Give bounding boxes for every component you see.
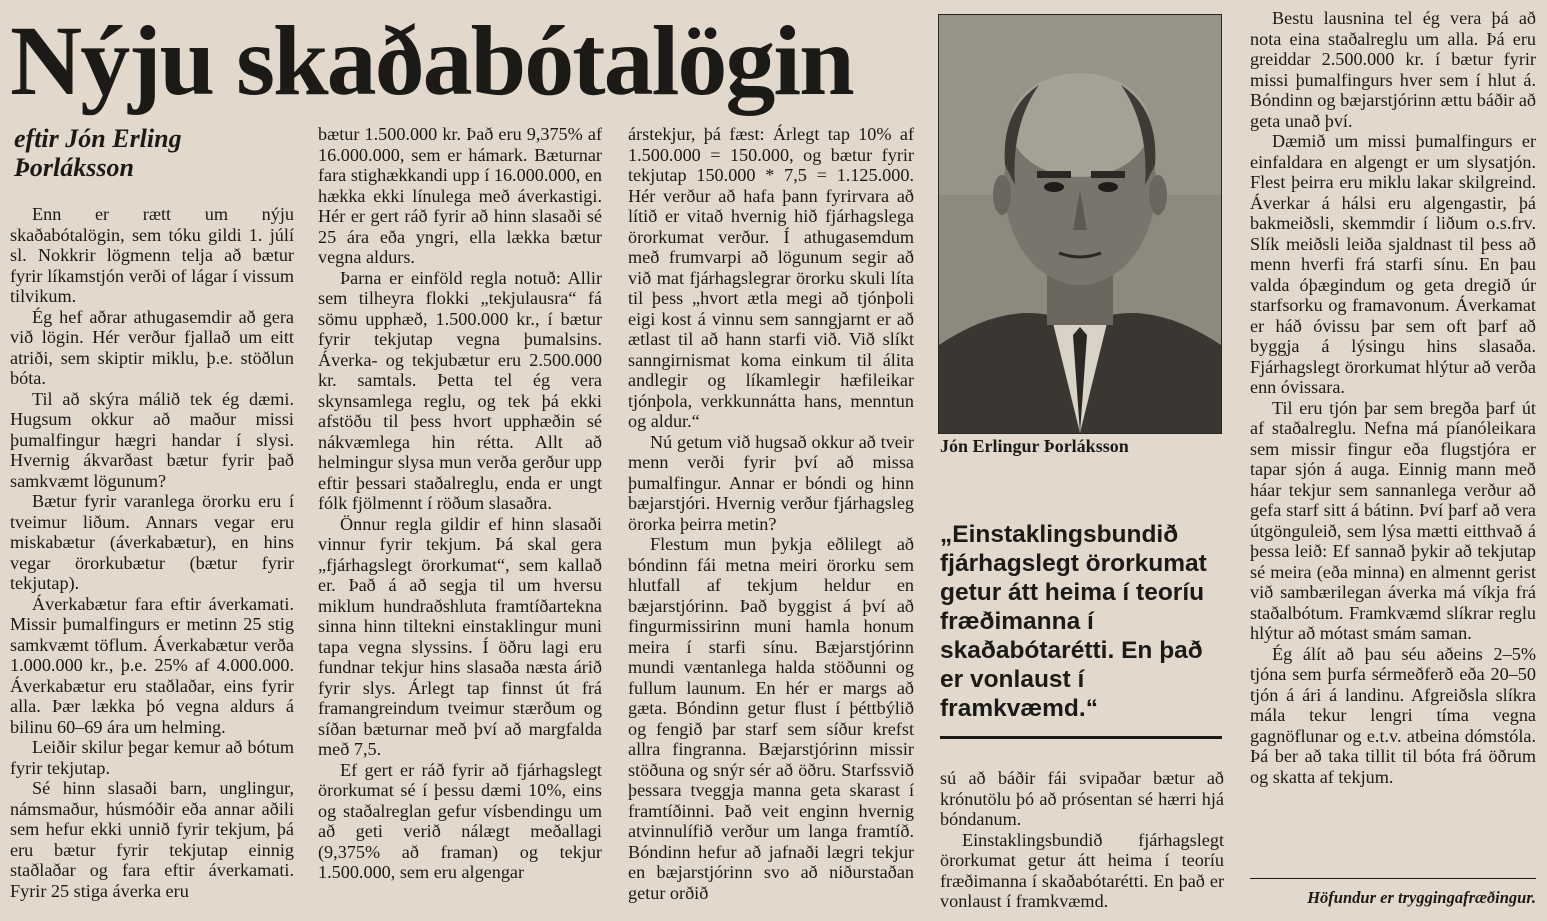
paragraph: Nú getum við hugsað okkur að tveir menn verði fyrir því að missa þumalfingur. Annar er bóndi og hinn bæjarstjóri. Hvernig verður fjárhagsleg örorka þeirra metin? (628, 431, 914, 534)
paragraph: Flestum mun þykja eðlilegt að bóndinn fái metna meiri örorku sem hlutfall af tekjum heldur en bæjarstjórinn. Það byggist á því að fingurmissirinn muni hamla honum meira í starfi sínu. Bæjarstjórinn mundi væntanlega halda stöðunni og fullum launum. En hér er margs að gæta. Bóndinn getur flust í þéttbýlið og fengið þar starf sem síður krefst allra fingranna. Bæjarstjórinn missir stöðuna og snýr sér að öðru. Starfssvið þessara tveggja manna geta skarast í framtíðinni. Það veit enginn hvernig atvinnulífið verður um langa framtíð. Bóndinn hefur að jafnaði lægri tekjur en bæjarstjórinn svo að niðurstaðan getur orðið (628, 534, 914, 903)
paragraph: sú að báðir fái svipaðar bætur að krónutölu þó að prósentan sé hærri hjá bóndanum. (940, 768, 1224, 829)
article-column-3 (628, 124, 914, 903)
headline: Nýju skaðabótalögin (10, 5, 853, 116)
author-footnote: Höfundur er tryggingafræðingur. (1307, 888, 1536, 907)
paragraph: Þarna er einföld regla notuð: Allir sem tilheyra flokki „tekjulausra“ fá sömu upphæð, 1.500.000 kr., í bætur fyrir tekjutap vegna þumalsins. Áverka- og tekjubætur eru 2.500.000 kr. samtals. Þetta tel ég vera skynsamlega reglu, og tek þá ekki afstöðu til þess hvort upphæðin sé nákvæmlega hin rétta. Allt að helmingur slysa mun verða gerður upp eftir þessari staðalreglu, enda er ungt fólk fjölmennt í röðum slasaðra. (318, 267, 602, 513)
article-column-2 (318, 124, 602, 883)
paragraph: bætur 1.500.000 kr. Það eru 9,375% af 16.000.000, sem er hámark. Bæturnar fara stighækkandi upp í 16.000.000, en hækka ekki línulega með áverkastigi. Hér er gert ráð fyrir að hinn slasaði sé 25 ára eða yngri, ella lækka bætur vegna aldurs. (318, 124, 602, 267)
pull-quote: „Einstaklingsbundið fjárhagslegt örorkumat getur átt heima í teoríu fræðimanna í skaðabótarétti. En það er vonlaust í framkvæmd.“ (940, 521, 1207, 722)
paragraph: árstekjur, þá fæst: Árlegt tap 10% af 1.500.000 = 150.000, og bætur fyrir tekjutap 150.000 * 7,5 = 1.125.000. Hér verður að hafa þann fyrirvara að lítið er vitað hvernig hið fjárhagslega örorkumat verður. Í athugasemdum með frumvarpi að lögunum segir að við mat fjárhagslegrar örorku skuli líta til þess „hvort ætla megi að tjónþoli eigi kost á vinnu sem sanngjarnt er að ætlast til að hann starfi við. Við slíkt sanngirnismat koma einkum til álita andlegir og líkamlegir hæfileikar tjónþola, verkkunnátta hans, menntun og aldur.“ (628, 124, 914, 431)
paragraph: Önnur regla gildir ef hinn slasaði vinnur fyrir tekjum. Þá skal gera „fjárhagslegt örorkumat“, sem kallað er. Það á að segja til um hversu miklum hundraðshluta framtíðartekna sinna hinn tiltekni einstaklingur muni tapa vegna slyssins. Í öðru lagi eru fundnar tekjur hins slasaða næsta árið fyrir slys. Árlegt tap finnst út frá framangreindum tveimur stærðum og síðan bæturnar með því að margfalda með 7,5. (318, 513, 602, 759)
author-photo (938, 14, 1222, 434)
article-column-1 (10, 204, 294, 901)
paragraph: Enn er rætt um nýju skaðabótalögin, sem tóku gildi 1. júlí sl. Nokkrir lögmenn telja að bætur fyrir líkamstjón verði of lágar í vissum tilvikum. (10, 204, 294, 306)
article-column-5 (1250, 8, 1536, 787)
paragraph: Einstaklingsbundið fjárhagslegt örorkumat getur átt heima í teoríu fræðimanna í skaðabótarétti. En það er vonlaust í framkvæmd. (940, 829, 1224, 911)
paragraph: Til eru tjón þar sem bregða þarf út af staðalreglu. Nefna má píanóleikara sem missir fingur eða flugstjóra er tapar sjón á auga. Einnig mann með háar tekjur sem sannanlega verður að gefa starf sitt á bátinn. Því þarf að vera útgönguleið, sem lýsa mætti eitthvað á þessa leið: Ef sannað þykir að tekjutap sé meira (eða minna) en almennt gerist við sambærilegan áverka má víkja frá staðalbótum. Framkvæmd slíkrar reglu hlýtur að mótast smám saman. (1250, 397, 1536, 643)
paragraph: Bestu lausnina tel ég vera þá að nota eina staðalreglu um alla. Þá eru greiddar 2.500.000 kr. í bætur fyrir missi þumalfingurs hver sem í hlut á. Bóndinn og bæjarstjórinn ættu báðir að geta unað því. (1250, 8, 1536, 131)
portrait-image (939, 15, 1221, 433)
byline: eftir Jón Erling Þorláksson (14, 124, 182, 182)
paragraph: Ég hef aðrar athugasemdir að gera við lögin. Hér verður fjallað um eitt atriði, sem skiptir miklu, þ.e. stöðlun bóta. (10, 306, 294, 388)
paragraph: Áverkabætur fara eftir áverkamati. Missir þumalfingurs er metinn 25 stig samkvæmt töflum. Áverkabætur verða 1.000.000 kr., þ.e. 25% af 4.000.000. Áverkabætur eru staðlaðar, eins fyrir alla. Þær lækka þó vegna aldurs á bilinu 60–69 ára um helming. (10, 593, 294, 737)
photo-caption: Jón Erlingur Þorláksson (940, 436, 1129, 456)
paragraph: Bætur fyrir varanlega örorku eru í tveimur liðum. Annars vegar eru miskabætur (áverkabætur), en hins vegar örorkubætur (bætur fyrir tekjutap). (10, 491, 294, 593)
paragraph: Leiðir skilur þegar kemur að bótum fyrir tekjutap. (10, 737, 294, 778)
paragraph: Ég álít að þau séu aðeins 2–5% tjóna sem þurfa sérmeðferð eða 20–50 tjón á ári á landinu. Afgreiðsla slíkra mála tekur lengri tíma vegna gagnöflunar og e.t.v. atbeina dómstóla. Þá ber að taka tillit til bóta frá öðrum og skatta af tekjum. (1250, 643, 1536, 787)
paragraph: Sé hinn slasaði barn, unglingur, námsmaður, húsmóðir eða annar aðili sem hefur ekki unnið fyrir tekjum, þá eru bætur fyrir tekjutap einnig staðlaðar og fara eftir áverkamati. Fyrir 25 stiga áverka eru (10, 778, 294, 901)
paragraph: Dæmið um missi þumalfingurs er einfaldara en algengt er um slysatjón. Flest þeirra eru miklu lakar skilgreind. Áverkar á hálsi eru algengastir, þá bakmeiðsli, skemmdir í liðum o.s.frv. Slík meiðsli leiða sjaldnast til þess að menn hverfi frá starfi sínu. En þau valda óþægindum og geta dregið úr starfsorku og framavonum. Áverkamat er háð óvissu þar sem oft þarf að byggja á lýsingu hins slasaða. Fjárhagslegt örorkumat hlýtur að verða enn óvissara. (1250, 131, 1536, 397)
paragraph: Ef gert er ráð fyrir að fjárhagslegt örorkumat sé í þessu dæmi 10%, eins og staðalreglan gefur vísbendingu um að geti verið nálægt meðallagi (9,375% að framan) og tekjur 1.500.000, sem eru algengar (318, 759, 602, 882)
footnote-divider (1250, 878, 1536, 879)
divider (940, 736, 1222, 739)
article-column-4 (940, 768, 1224, 912)
paragraph: Til að skýra málið tek ég dæmi. Hugsum okkur að maður missi þumalfingur hægri handar í slysi. Hvernig ákvarðast bætur fyrir það samkvæmt lögunum? (10, 388, 294, 491)
